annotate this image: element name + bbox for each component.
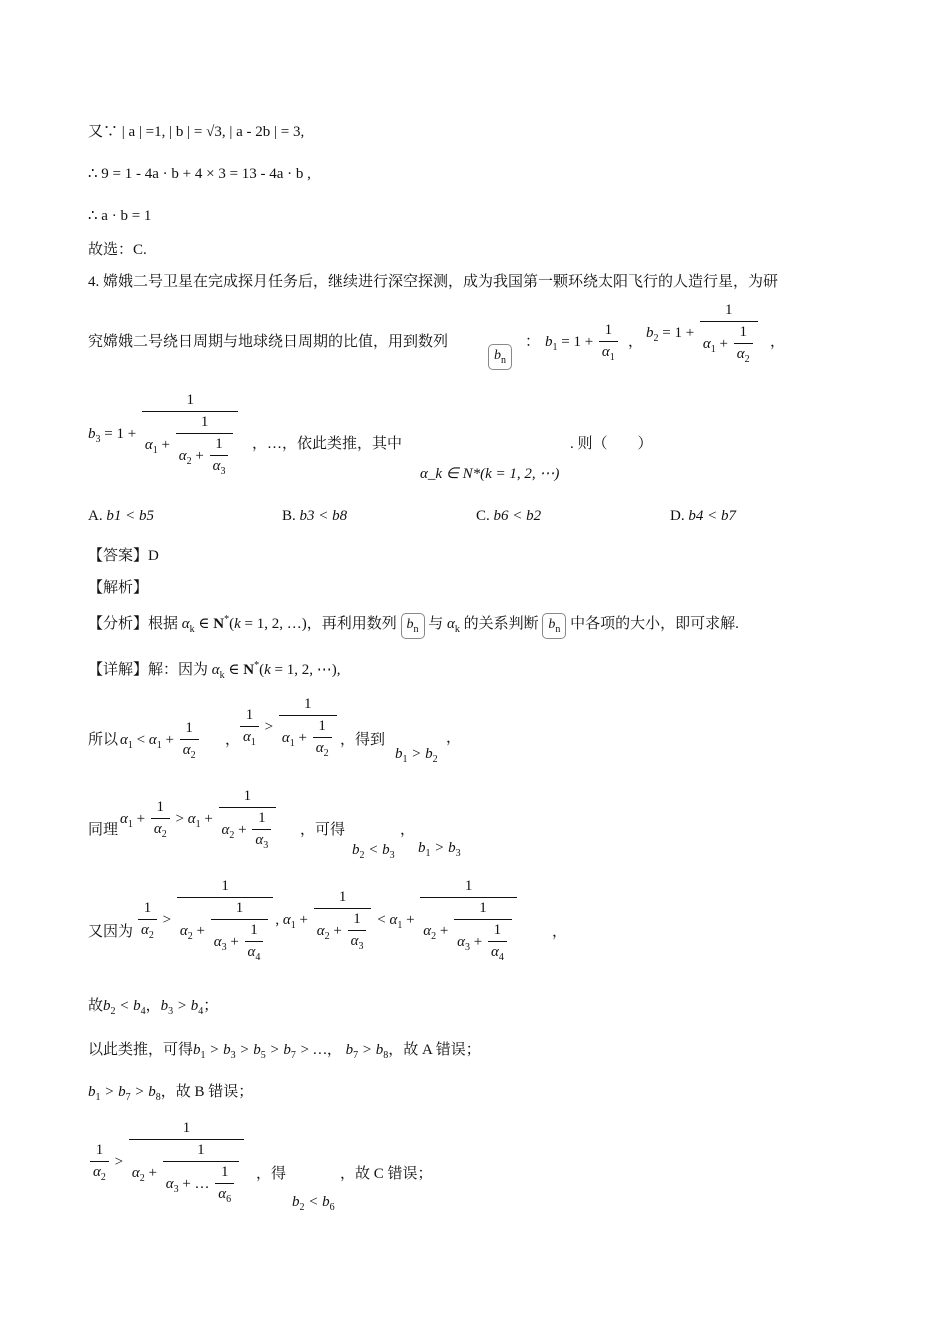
then-paren: . 则（ ） xyxy=(570,436,653,452)
text: 故 xyxy=(88,998,104,1014)
step1-ineq2: $\frac{1}{\alpha_1}$ > 1 $\alpha_1$ + $\frac{1}{\alpha_2}$ xyxy=(238,696,339,759)
line-vector-condition xyxy=(88,122,304,142)
comma: ， xyxy=(400,822,416,838)
text: ； xyxy=(203,998,219,1014)
option-d[interactable] xyxy=(670,508,736,525)
b3-definition: $b_3 = 1$ + 1 $\alpha_1$ + 1 $\alpha_2$ + $\frac{1}{\alpha_3}$ xyxy=(88,392,240,477)
line-choice xyxy=(88,240,147,260)
step4-line: 故$b_2 < b_4$，$b_3 > b_4$； xyxy=(88,998,219,1017)
comma: ， xyxy=(552,924,568,940)
text: ，得到 xyxy=(340,732,386,748)
label: 【详解】 xyxy=(88,662,149,678)
text: 与 xyxy=(428,616,444,632)
line-result xyxy=(88,206,151,226)
option-a[interactable] xyxy=(88,508,154,525)
step1-label: 所以 xyxy=(88,732,119,748)
text: 解：因为 xyxy=(148,662,209,678)
answer-label: 【答案】 xyxy=(88,548,149,564)
question-4-stem-cont: 究嫦娥二号绕日周期与地球绕日周期的比值，用到数列 xyxy=(88,334,449,350)
comma: ， xyxy=(628,334,644,350)
step1-ineq1: $\alpha_1 < \alpha_1$ + $\frac{1}{\alpha_2}$ xyxy=(120,720,201,761)
comma: ， xyxy=(446,730,462,746)
text: 根据 xyxy=(148,616,179,632)
option-c[interactable] xyxy=(476,508,541,525)
alpha-condition: α_k ∈ N*(k = 1, 2, ⋯) xyxy=(420,466,560,482)
option-b[interactable] xyxy=(282,508,347,525)
option-expr: b4 < b7 xyxy=(688,508,736,524)
text: 故选：C. xyxy=(88,242,147,258)
step2-label: 同理 xyxy=(88,822,119,838)
option-expr: b3 < b8 xyxy=(299,508,348,524)
text: ，故 A 错误； xyxy=(388,1042,481,1058)
step6-line: $b_1 > b_7 > b_8$，故 B 错误； xyxy=(88,1084,254,1103)
option-expr: b1 < b5 xyxy=(106,508,154,524)
b2-definition: $b_2 = 1$ + 1 $\alpha_1$ + $\frac{1}{\alpha_2}$ xyxy=(646,302,760,365)
sequence-bracket: $b_n$ xyxy=(488,344,512,370)
text: 【解析】 xyxy=(88,580,149,596)
option-label: B. xyxy=(282,508,296,524)
text: ，故 B 错误； xyxy=(160,1084,254,1100)
step7-ineq: $\frac{1}{\alpha_2}$ > 1 $\alpha_2$ + 1 $\alpha_3$ + … $\frac{1}{\alpha_6}$ xyxy=(88,1120,246,1205)
question-4-stem xyxy=(88,272,778,292)
option-label: A. xyxy=(88,508,103,524)
text: ，再利用数列 xyxy=(306,616,397,632)
label: 【分析】 xyxy=(88,616,149,632)
text: 以此类推，可得 xyxy=(88,1042,194,1058)
option-label: D. xyxy=(670,508,685,524)
step2-ineq: $\alpha_1$ + $\frac{1}{\alpha_2}$ > $\alpha_1$ + 1 $\alpha_2$ + $\frac{1}{\alpha_3}$ xyxy=(120,788,278,851)
text: ，可得 xyxy=(300,822,346,838)
text: 中各项的大小，即可求解. xyxy=(570,616,739,632)
b1-definition: $b_1 = 1$ + $\frac{1}{\alpha_1}$ xyxy=(545,322,620,363)
text: 4. 嫦娥二号卫星在完成探月任务后，继续进行深空探测，成为我国第一颗环绕太阳飞行的人造行星，为研 xyxy=(88,274,779,290)
fenxi-line: 【分析】根据 $\alpha_k$ ∈ N*(k = 1, 2, …)，再利用数列 $b_n$ 与 $\alpha_k$ 的关系判断 $b_n$ 中各项的大小，即可求解. xyxy=(88,612,739,639)
option-label: C. xyxy=(476,508,490,524)
answer-value: D xyxy=(148,548,159,564)
text: ，故 C 错误； xyxy=(340,1166,433,1182)
text: 又∵ | a | =1, | b | = √3, | a - 2b | = 3, xyxy=(88,124,305,140)
step1-result: $b_1 > b_2$ xyxy=(395,746,438,765)
text: 的关系判断 xyxy=(463,616,539,632)
text: ∴ a · b = 1 xyxy=(88,208,152,224)
comma: ， xyxy=(770,334,786,350)
step7-result: $b_2 < b_6$ xyxy=(292,1194,335,1213)
step3-ineq: $\frac{1}{\alpha_2}$ > 1 $\alpha_2$ + 1 $\alpha_3$ + $\frac{1}{\alpha_4}$ , $\alpha_1$ + 1 $\alpha_2$ + $\frac{1}{\alpha_3}$ < $\alpha_1$ + 1 $\alpha_2$ + 1 $\alpha_3$ + $\frac{1}{\alpha_4}$ xyxy=(136,878,519,963)
stem-cont: ，…，依此类推，其中 xyxy=(252,436,403,452)
xiangjie-line: 【详解】解：因为 $\alpha_k$ ∈ N*(k = 1, 2, ⋯), xyxy=(88,660,341,681)
line-expansion xyxy=(88,164,311,184)
step5-line: 以此类推，可得$b_1 > b_3 > b_5 > b_7$ > …， $b_7 > b_8$，故 A 错误； xyxy=(88,1042,481,1061)
text: ∴ 9 = 1 - 4a · b + 4 × 3 = 13 - 4a · b , xyxy=(88,166,311,182)
comma: ， xyxy=(225,732,241,748)
answer-line xyxy=(88,546,159,566)
text: ，得 xyxy=(256,1166,287,1182)
step3-label: 又因为 xyxy=(88,924,134,940)
colon: ： xyxy=(525,334,541,350)
step2-result2: $b_1 > b_3$ xyxy=(418,840,461,859)
option-expr: b6 < b2 xyxy=(493,508,542,524)
text: ， xyxy=(326,1042,342,1058)
analysis-head xyxy=(88,578,148,598)
step2-result1: $b_2 < b_3$ xyxy=(352,842,395,861)
